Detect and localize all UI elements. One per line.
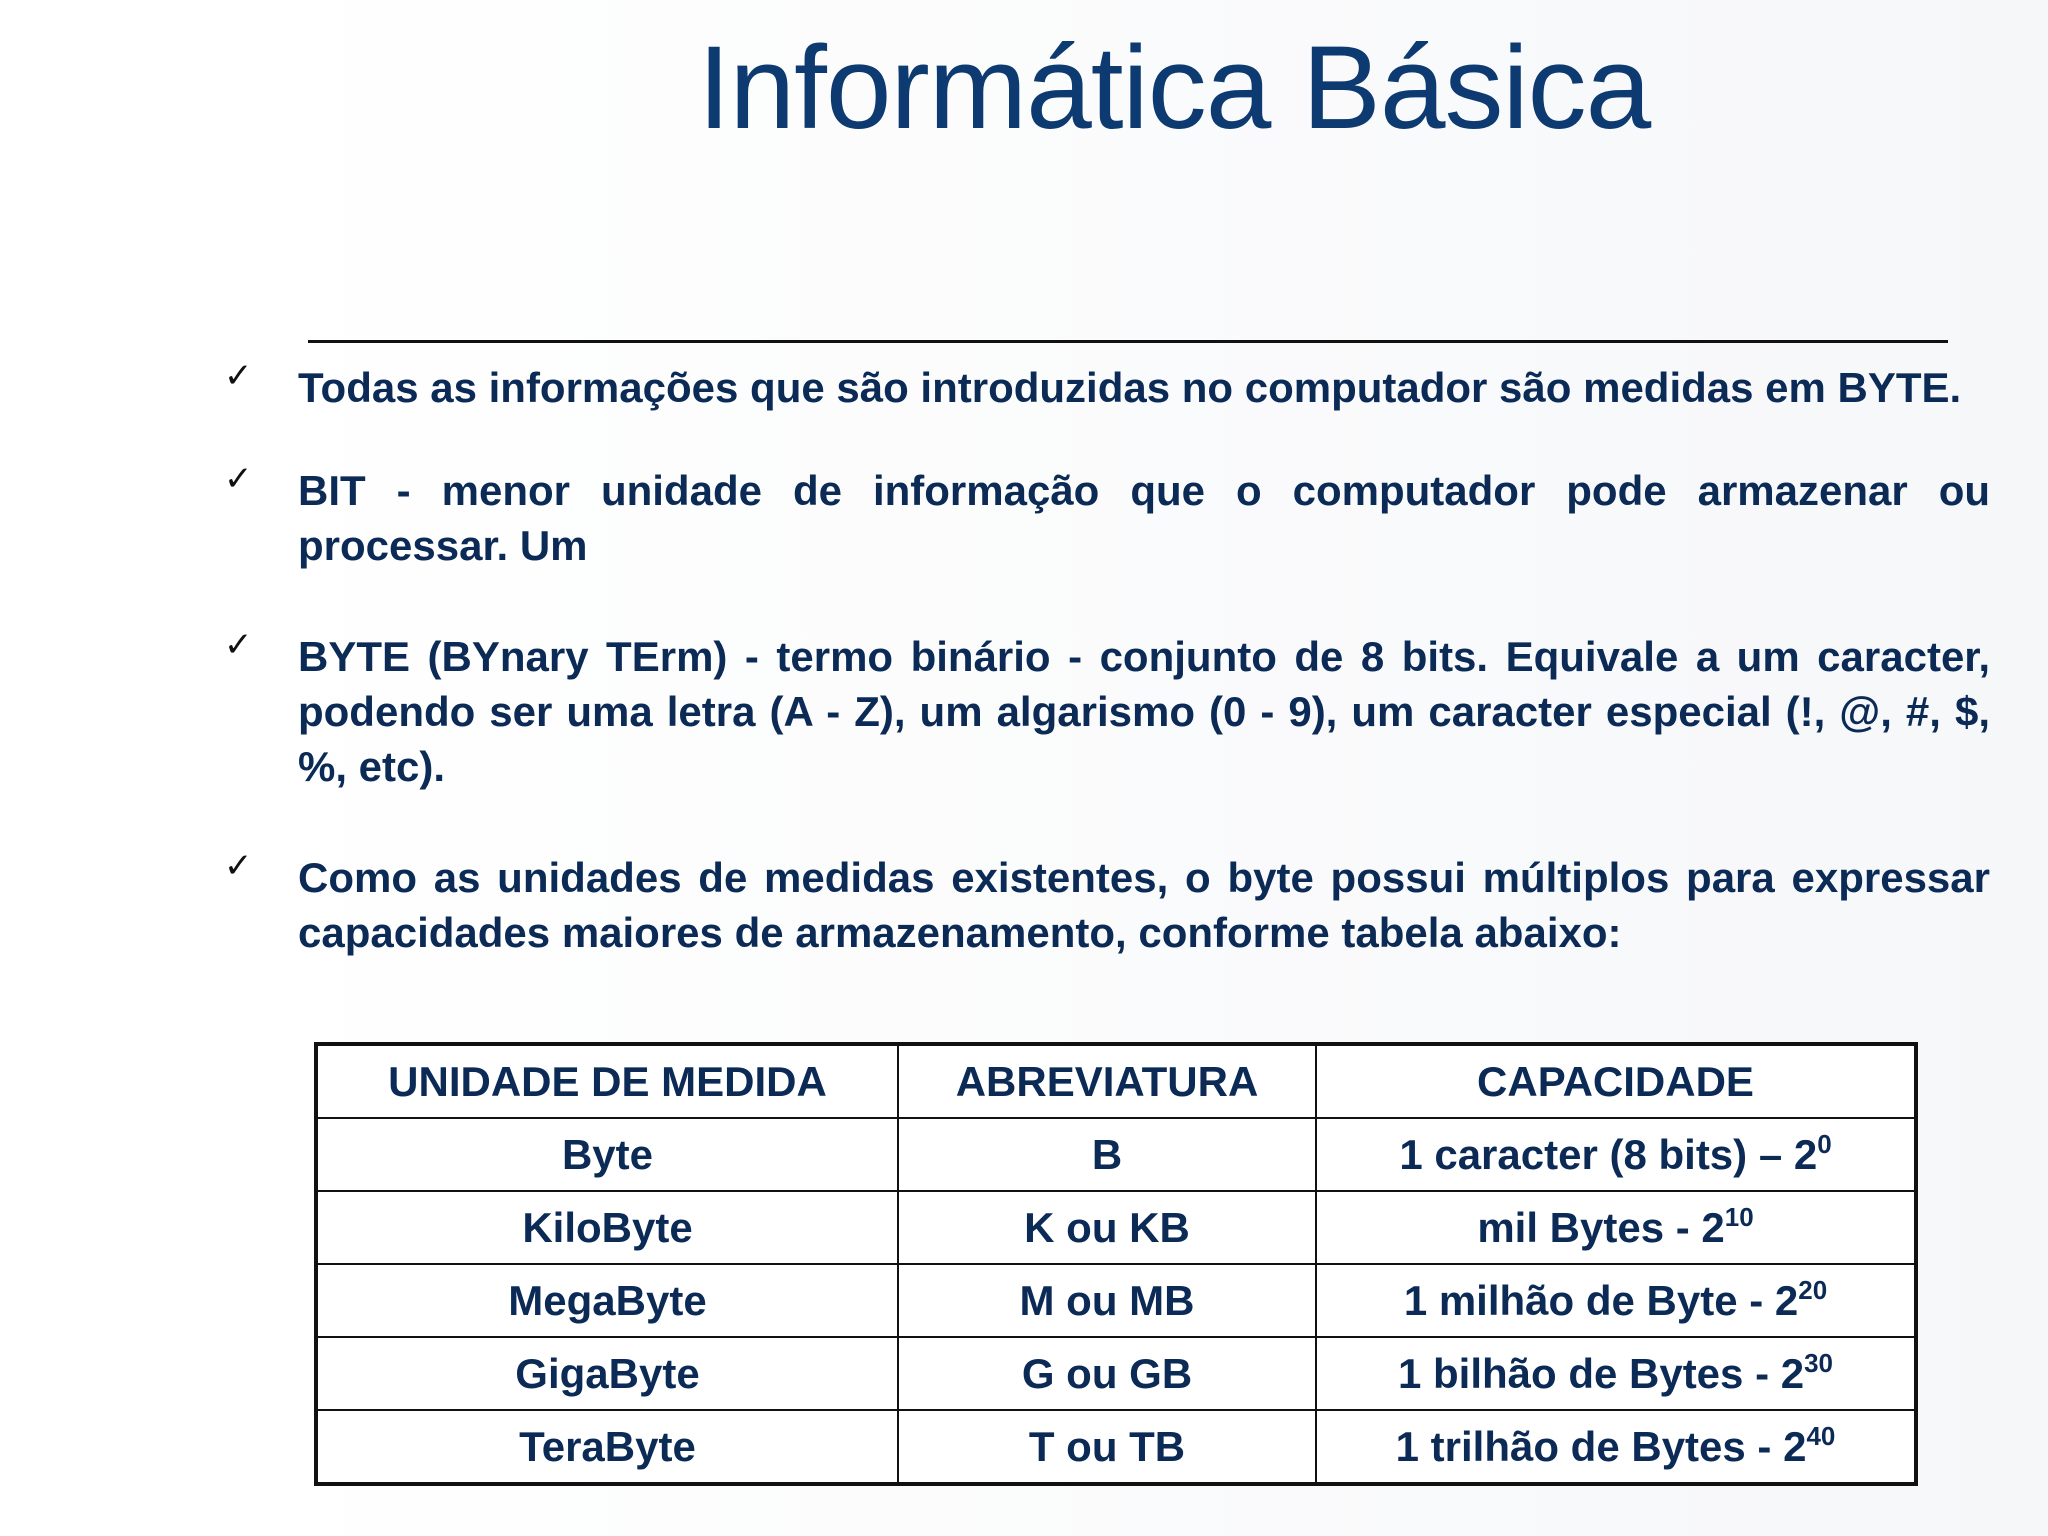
table-header-row <box>316 1044 1916 1118</box>
cell-unit: Byte <box>316 1118 898 1191</box>
capacity-exponent: 20 <box>1798 1274 1828 1305</box>
checkmark-icon: ✓ <box>224 356 253 396</box>
bullet-item <box>220 625 1990 794</box>
bullet-list <box>220 356 1990 960</box>
bullet-text: BIT - menor unidade de informação que o computador pode armazenar ou processar. Um <box>298 467 1990 569</box>
checkmark-icon: ✓ <box>224 459 253 499</box>
table-row <box>316 1410 1916 1484</box>
capacity-text: 1 milhão de Byte - 2 <box>1403 1276 1799 1324</box>
header-unit: UNIDADE DE MEDIDA <box>316 1044 898 1118</box>
table-row <box>316 1191 1916 1264</box>
cell-unit: MegaByte <box>316 1264 898 1337</box>
capacity-text: mil Bytes - 2 <box>1477 1203 1725 1251</box>
capacity-text: 1 trilhão de Bytes - 2 <box>1395 1422 1807 1470</box>
cell-unit: TeraByte <box>316 1410 898 1484</box>
cell-capacity <box>1316 1410 1916 1484</box>
capacity-text: 1 caracter (8 bits) – 2 <box>1399 1130 1818 1178</box>
capacity-exponent: 10 <box>1724 1201 1754 1232</box>
cell-abbreviation: G ou GB <box>898 1337 1316 1410</box>
cell-abbreviation: T ou TB <box>898 1410 1316 1484</box>
cell-capacity <box>1316 1264 1916 1337</box>
capacity-exponent: 40 <box>1806 1420 1836 1451</box>
cell-capacity <box>1316 1118 1916 1191</box>
bullet-item <box>220 846 1990 960</box>
bullet-item <box>220 459 1990 573</box>
title-divider <box>308 340 1948 343</box>
checkmark-icon: ✓ <box>224 846 253 886</box>
cell-abbreviation: K ou KB <box>898 1191 1316 1264</box>
cell-capacity <box>1316 1191 1916 1264</box>
bullet-item <box>220 356 1990 415</box>
bullet-text: Todas as informações que são introduzidas no computador são medidas em BYTE. <box>298 364 1962 411</box>
header-capacity: CAPACIDADE <box>1316 1044 1916 1118</box>
table-row <box>316 1118 1916 1191</box>
table-row <box>316 1337 1916 1410</box>
units-table <box>314 1042 1918 1486</box>
cell-abbreviation: M ou MB <box>898 1264 1316 1337</box>
capacity-exponent: 30 <box>1804 1347 1834 1378</box>
cell-capacity <box>1316 1337 1916 1410</box>
slide-title: Informática Básica <box>697 22 1651 154</box>
capacity-exponent: 0 <box>1817 1128 1832 1159</box>
table-row <box>316 1264 1916 1337</box>
checkmark-icon: ✓ <box>224 625 253 665</box>
header-abbreviation: ABREVIATURA <box>898 1044 1316 1118</box>
cell-unit: KiloByte <box>316 1191 898 1264</box>
cell-abbreviation: B <box>898 1118 1316 1191</box>
bullet-text: Como as unidades de medidas existentes, o byte possui múltiplos para expressar capacidades maiores de armazenamento, conforme tabela abaixo: <box>298 854 1990 956</box>
capacity-text: 1 bilhão de Bytes - 2 <box>1397 1349 1805 1397</box>
units-table-container <box>314 1042 1914 1486</box>
cell-unit: GigaByte <box>316 1337 898 1410</box>
bullet-text: BYTE (BYnary TErm) - termo binário - conjunto de 8 bits. Equivale a um caracter, podendo ser uma letra (A - Z), um algarismo (0 - 9), um caracter especial (!, @, #, $, %, etc). <box>298 633 1990 790</box>
